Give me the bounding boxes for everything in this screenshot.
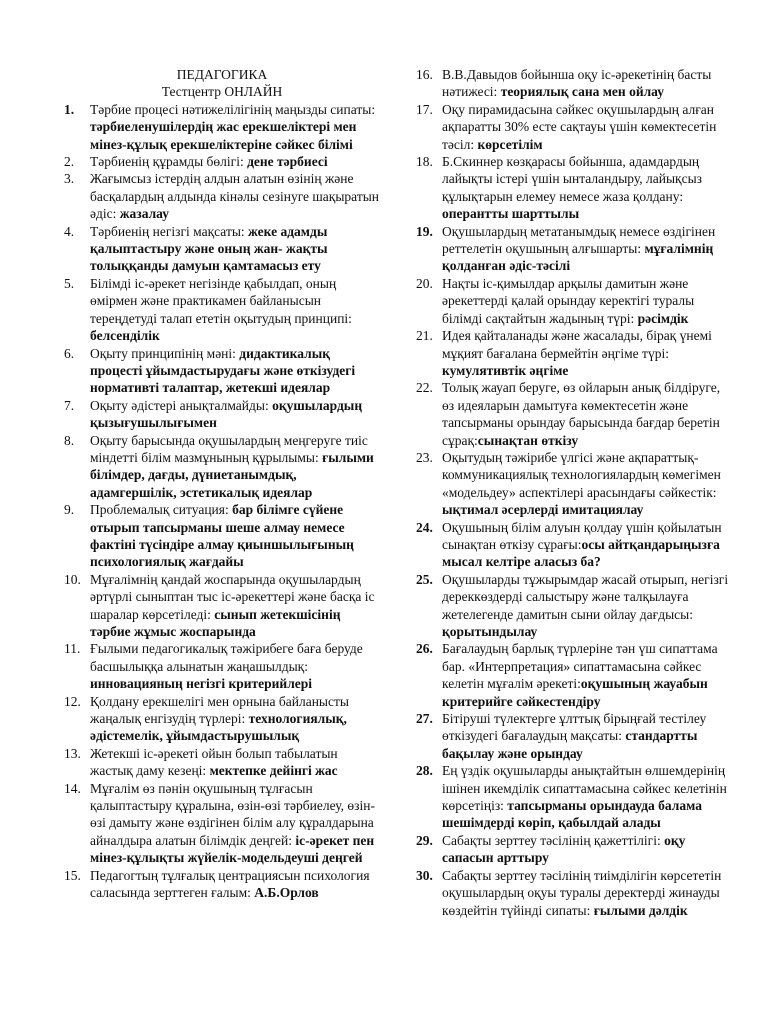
question-body bbox=[442, 571, 730, 641]
question-body bbox=[90, 153, 380, 170]
question-body bbox=[90, 867, 380, 902]
question-item bbox=[64, 780, 380, 867]
answer-text: көрсетілім bbox=[477, 136, 543, 152]
question-number: 25. bbox=[416, 571, 433, 587]
answer-text: тапсырманы орындауда балама шешімдерді көріп, қабылдай алады bbox=[442, 798, 702, 831]
question-list-left bbox=[64, 101, 380, 902]
question-text: Жағымсыз істердің алдын алатын өзінің және басқалардың алдында кінәлы сезінуге шақыратын әдіс: bbox=[90, 171, 380, 222]
question-number: 23. bbox=[416, 449, 433, 465]
question-text: Оқушыларды тұжырымдар жасай отырып, негізгі дереккөздерді салыстыру және талқылауға жетелегенде дамитын сыни ойлау дағдысы: bbox=[442, 571, 729, 622]
question-number: 5. bbox=[64, 275, 75, 291]
question-text: Мұғалімнің қандай жоспарында оқушылардың әртүрлі сыныптан тыс іс-әрекеттері және басқа іс шаралар көрсетіледі: bbox=[90, 571, 375, 622]
question-body bbox=[442, 153, 730, 223]
question-item bbox=[64, 693, 380, 745]
question-item bbox=[64, 223, 380, 275]
question-text: Сабақты зерттеу тәсілінің қажеттілігі: bbox=[442, 832, 665, 848]
question-body bbox=[90, 640, 380, 692]
question-body bbox=[90, 432, 380, 502]
question-number: 16. bbox=[416, 67, 433, 82]
answer-text: бар білімге сүйене отырып тапсырманы шеше алмау немесе фактіні түсіндіре алмау қиыншылығының психологиялық жағдайы bbox=[90, 502, 354, 570]
question-text: Проблемалық ситуация: bbox=[90, 502, 233, 518]
answer-text: оперантты шарттылы bbox=[442, 206, 580, 222]
question-body bbox=[442, 640, 730, 710]
question-text: Тәрбие процесі нәтижелілігінің маңызды сипаты: bbox=[90, 101, 376, 117]
question-list-right bbox=[416, 66, 730, 919]
answer-text: жазалау bbox=[119, 206, 169, 222]
answer-text: тәрбиеленушілердің жас ерекшеліктері мен мінез-құлық ерекшеліктеріне сәйкес білімі bbox=[90, 119, 357, 152]
question-body bbox=[90, 101, 380, 153]
question-body bbox=[90, 693, 380, 745]
question-text: В.В.Давыдов бойынша оқу іс-әрекетінің басты нәтижесі: bbox=[442, 67, 712, 100]
question-body bbox=[90, 223, 380, 275]
answer-text: кумулятивтік әңгіме bbox=[442, 362, 569, 378]
question-text: Тәрбиенің негізгі мақсаты: bbox=[90, 223, 249, 239]
question-number: 17. bbox=[416, 101, 433, 117]
question-number: 3. bbox=[64, 171, 75, 187]
answer-text: мектепке дейінгі жас bbox=[209, 763, 338, 779]
question-body bbox=[90, 780, 380, 867]
question-number: 28. bbox=[416, 763, 433, 779]
answer-text: дене тәрбиесі bbox=[247, 154, 328, 170]
question-text: Жетекші іс-әрекеті ойын болып табылатын жастық даму кезеңі: bbox=[90, 745, 338, 779]
question-text: Оқу пирамидасына сәйкес оқушылардың алған ақпаратты 30% есте сақтауы үшін көмектесетін тәсіл: bbox=[442, 101, 717, 152]
question-body bbox=[90, 745, 380, 780]
answer-text: белсенділік bbox=[90, 328, 160, 344]
question-text: Ең үздік оқушыларды анықтайтын өлшемдерінің ішінен икемділік сипаттамасына сәйкес келетінін көрсетіңіз: bbox=[442, 763, 727, 814]
question-text: Бағалаудың барлық түрлеріне тән үш сипаттама бар. «Интерпретация» сипаттамасына сәйкес келетін мұғалім әрекеті: bbox=[442, 641, 718, 692]
question-body bbox=[442, 379, 730, 449]
question-number: 7. bbox=[64, 397, 75, 413]
question-text: Оқыту принципінің мәні: bbox=[90, 345, 240, 361]
question-body bbox=[442, 101, 730, 153]
question-body bbox=[90, 170, 380, 222]
question-text: Ғылыми педагогикалық тәжірибеге баға беруде басшылыққа алынатын жаңашылдық: bbox=[90, 641, 363, 674]
question-number: 9. bbox=[64, 502, 75, 518]
answer-text: осы айтқандарыңызға мысал келтіре аласыз ба? bbox=[442, 536, 720, 570]
answer-text: жеке адамды қалыптастыру және оның жан- жақты толыққанды дамуын қамтамасыз ету bbox=[90, 223, 328, 274]
question-text: Қолдану ерекшелігі мен орнына байланысты жаңалық енгізудің түрлері: bbox=[90, 693, 349, 727]
question-item bbox=[416, 223, 730, 275]
question-item bbox=[416, 275, 730, 327]
question-item bbox=[416, 832, 730, 867]
question-item bbox=[416, 640, 730, 710]
question-item bbox=[64, 153, 380, 170]
question-number: 10. bbox=[64, 571, 81, 587]
question-item bbox=[64, 170, 380, 222]
question-item bbox=[416, 379, 730, 449]
question-item bbox=[64, 397, 380, 432]
question-number: 2. bbox=[64, 154, 75, 170]
answer-text: ғылыми білімдер, дағды, дүниетанымдық, адамгершілік, эстетикалық идеялар bbox=[90, 449, 374, 500]
question-item bbox=[64, 571, 380, 641]
question-number: 24. bbox=[416, 519, 433, 535]
question-body bbox=[442, 867, 730, 919]
question-text: Оқыту барысында оқушылардың меңгеруге тиіс міндетті білім мазмұнының құрылымы: bbox=[90, 432, 368, 465]
question-number: 8. bbox=[64, 432, 75, 448]
question-body bbox=[90, 501, 380, 571]
question-text: Тәрбиенің құрамды бөлігі: bbox=[90, 154, 248, 170]
question-number: 14. bbox=[64, 780, 81, 796]
question-body bbox=[442, 832, 730, 867]
question-item bbox=[64, 432, 380, 502]
answer-text: ықтимал әсерлерді имитациялау bbox=[442, 502, 644, 518]
question-number: 26. bbox=[416, 641, 433, 657]
question-body bbox=[442, 762, 730, 832]
question-text: Оқытудың тәжірибе үлгісі және ақпараттық-коммуникациялық технологиялардың көмегімен «модельдеу» аспектілері арасындағы сәйкестік: bbox=[442, 449, 721, 500]
answer-text: қорытындылау bbox=[442, 624, 538, 639]
question-body bbox=[442, 66, 730, 101]
question-body bbox=[442, 327, 730, 379]
question-number: 6. bbox=[64, 345, 75, 361]
answer-text: сынақтан өткізу bbox=[477, 432, 579, 448]
question-item bbox=[416, 519, 730, 571]
page-title: ПЕДАГОГИКА bbox=[176, 67, 268, 82]
question-item bbox=[64, 501, 380, 571]
question-number: 1. bbox=[64, 101, 75, 117]
answer-text: оқушылардың қызығушылығымен bbox=[90, 397, 363, 431]
question-body bbox=[90, 275, 380, 345]
question-item bbox=[416, 66, 730, 101]
question-item bbox=[416, 101, 730, 153]
question-body bbox=[90, 345, 380, 397]
answer-text: теориялық сана мен ойлау bbox=[500, 84, 664, 100]
left-column bbox=[64, 66, 380, 902]
question-body bbox=[442, 223, 730, 275]
question-number: 11. bbox=[64, 641, 81, 657]
question-item bbox=[64, 640, 380, 692]
question-item bbox=[416, 867, 730, 919]
answer-text: А.Б.Орлов bbox=[254, 885, 319, 901]
question-item bbox=[64, 867, 380, 902]
question-number: 20. bbox=[416, 275, 433, 291]
question-text: Оқыту әдістері анықталмайды: bbox=[90, 397, 273, 413]
question-body bbox=[442, 449, 730, 519]
question-text: Идея қайталанады және жасалады, бірақ үнемі мұқият бағалана бермейтін әңгіме түрі: bbox=[442, 328, 712, 361]
answer-text: сынып жетекшісінің тәрбие жұмыс жоспарында bbox=[90, 606, 341, 639]
question-number: 13. bbox=[64, 745, 81, 761]
answer-text: оқушының жауабын критерийге сәйкестендіру bbox=[442, 676, 708, 709]
question-text: Оқушының білім алуын қолдау үшін қойылатын сынақтан өткізу сұрағы: bbox=[442, 519, 722, 552]
question-number: 30. bbox=[416, 867, 433, 883]
question-body bbox=[90, 397, 380, 432]
question-number: 21. bbox=[416, 328, 433, 344]
question-item bbox=[416, 153, 730, 223]
answer-text: ғылыми дәлдік bbox=[593, 902, 688, 918]
question-text: Мұғалім өз пәнін оқушының тұлғасын қалыптастыру құралына, өзін-өзі тәрбиелеу, өзін-өзі дамыту және өздігінен білім алу құралдарына айналдыра алатын білімдік деңгей: bbox=[90, 780, 375, 848]
question-number: 19. bbox=[416, 223, 433, 239]
question-body bbox=[90, 571, 380, 641]
question-text: Нақты іс-қимылдар арқылы дамитын және әрекеттерді қалай орындау керектігі туралы білімді сақтайтын жадының түрі: bbox=[442, 275, 695, 326]
question-number: 4. bbox=[64, 223, 75, 239]
question-text: Білімді іс-әрекет негізінде қабылдап, оның өмірмен және практикамен байланысын тереңдетуді талап ететін оқытудың принципі: bbox=[90, 275, 352, 326]
question-number: 15. bbox=[64, 867, 81, 883]
document-header bbox=[64, 66, 380, 101]
right-column bbox=[416, 66, 730, 919]
answer-text: инновацияның негізгі критерийлері bbox=[90, 676, 313, 692]
answer-text: оқу сапасын арттыру bbox=[442, 832, 686, 866]
question-text: Бітіруші түлектерге ұлттық бірыңғай тестілеу өткізудегі бағалаудың мақсаты: bbox=[442, 711, 707, 744]
question-text: Б.Скиннер көзқарасы бойынша, адамдардың лайықты істері үшін ынталандыру, лайықсыз құлықтарын елемеу немесе жаза қолдану: bbox=[442, 154, 702, 204]
question-item bbox=[416, 571, 730, 641]
question-text: Оқушылардың метатанымдық немесе өздігінен реттелетін оқушының алғышарты: bbox=[442, 223, 716, 257]
question-number: 12. bbox=[64, 693, 81, 709]
answer-text: дидактикалық процесті ұйымдастырудағы және өткізудегі нормативті талаптар, жетекші идеялар bbox=[90, 345, 356, 396]
answer-text: мұғалімнің қолданған әдіс-тәсілі bbox=[442, 241, 714, 274]
question-item bbox=[64, 275, 380, 345]
question-number: 22. bbox=[416, 380, 433, 396]
question-body bbox=[442, 710, 730, 762]
question-item bbox=[416, 327, 730, 379]
answer-text: рәсімдік bbox=[637, 310, 689, 326]
question-text: Толық жауап беруге, өз ойларын анық білдіруге, өз идеяларын дамытуға көмектесетін және тапсырманы орындау барысында бағдар беретін сұрақ: bbox=[442, 380, 721, 448]
answer-text: іс-әрекет пен мінез-құлықты жүйелік-модельдеуші деңгей bbox=[90, 832, 375, 866]
question-body bbox=[442, 275, 730, 327]
question-number: 18. bbox=[416, 154, 433, 170]
question-item bbox=[416, 449, 730, 519]
question-number: 27. bbox=[416, 711, 433, 727]
page-subtitle: Тестцентр ОНЛАЙН bbox=[161, 84, 283, 100]
question-text: Сабақты зерттеу тәсілінің тиімділігін көрсететін оқушылардың оқуы туралы деректерді жинауды көздейтін түйінді сипаты: bbox=[442, 867, 722, 918]
question-item bbox=[416, 710, 730, 762]
question-item bbox=[64, 101, 380, 153]
question-number: 29. bbox=[416, 832, 433, 848]
question-item bbox=[416, 762, 730, 832]
answer-text: стандартты бақылау және орындау bbox=[442, 728, 698, 761]
question-text: Педагогтың тұлғалық центрациясын психология саласында зерттеген ғалым: bbox=[90, 867, 370, 901]
question-item bbox=[64, 345, 380, 397]
question-body bbox=[442, 519, 730, 571]
question-item bbox=[64, 745, 380, 780]
answer-text: технологиялық, әдістемелік, ұйымдастырушылық bbox=[90, 711, 347, 744]
